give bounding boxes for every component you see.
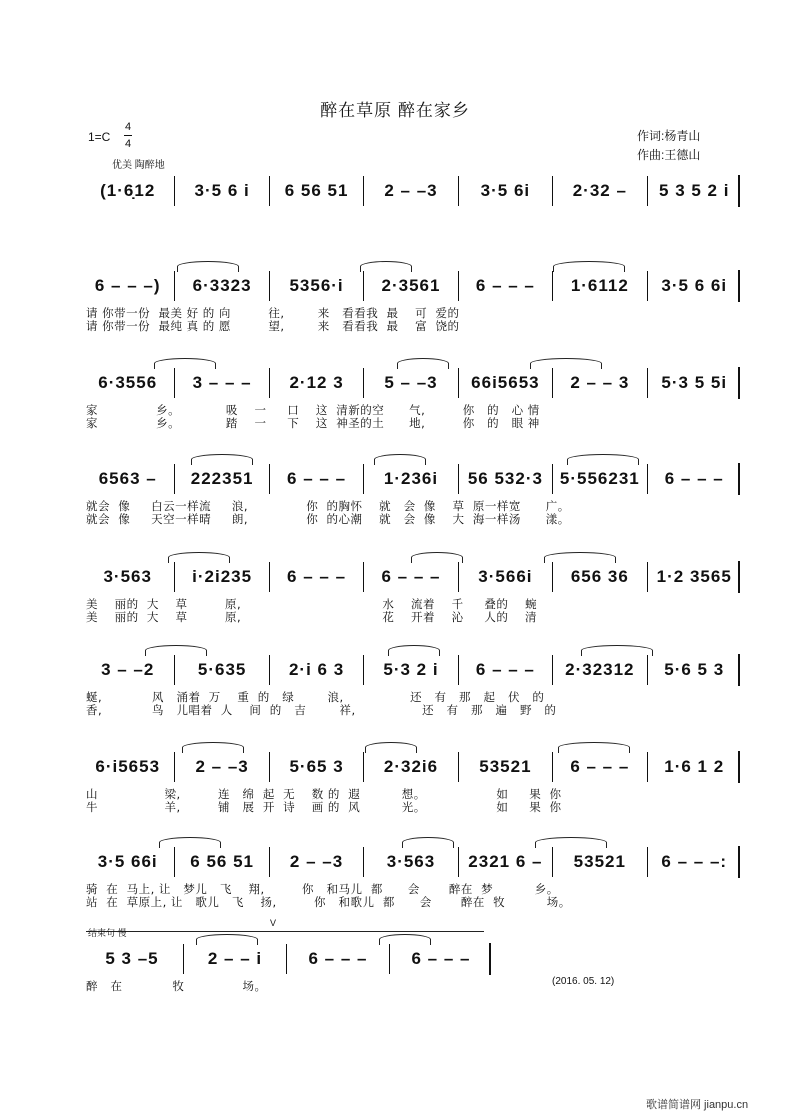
- measure: 5·556231: [559, 469, 640, 488]
- barline: [552, 847, 553, 877]
- barline: [552, 752, 553, 782]
- lyric-line: 就会 像 天空一样晴 朗, 你 的心潮 就 会 像 大 海一样汤 漾。: [86, 512, 570, 526]
- barline: [286, 944, 287, 974]
- score-system: [86, 270, 740, 302]
- measure: 6 56 51: [284, 181, 349, 200]
- measure: 6·i5653: [95, 757, 161, 776]
- slur: [182, 742, 244, 753]
- barline: [738, 751, 740, 783]
- lyric-line: 家 乡。 踏 一 下 这 神圣的土 地, 你 的 眼 神: [86, 416, 540, 430]
- measure: 5·6 5 3: [664, 660, 725, 679]
- slur: [544, 552, 616, 563]
- score-system: [86, 846, 740, 878]
- slur: [379, 934, 431, 945]
- barline: [269, 368, 270, 398]
- barline: [458, 464, 459, 494]
- barline: [174, 655, 175, 685]
- barline: [458, 655, 459, 685]
- measure: 1·6112: [570, 276, 629, 295]
- barline: [552, 271, 553, 301]
- measure: 5 – –3: [384, 373, 438, 392]
- barline: [174, 752, 175, 782]
- score-system: [86, 367, 740, 399]
- score-system: [86, 943, 491, 975]
- barline: [458, 176, 459, 206]
- barline: [458, 847, 459, 877]
- watermark: 歌谱简谱网 jianpu.cn: [646, 1099, 749, 1111]
- slur: [374, 454, 426, 465]
- lyric-line: 美 丽的 大 草 原, 花 开着 沁 人的 清: [86, 610, 538, 624]
- measure: 6 – – –: [475, 276, 535, 295]
- composer: 作曲:王德山: [637, 148, 701, 162]
- measure: 222351: [190, 469, 254, 488]
- lyric-line: 站 在 草原上, 让 歌儿 飞 扬, 你 和歌儿 都 会 醉在 牧 场。: [86, 895, 571, 909]
- measure: 2·32312: [565, 660, 635, 679]
- barline: [647, 368, 648, 398]
- lyric-line: 蜒, 风 涌着 万 重 的 绿 浪, 还 有 那 起 伏 的: [86, 690, 545, 704]
- barline: [363, 271, 364, 301]
- barline: [738, 367, 740, 399]
- barline: [738, 561, 740, 593]
- time-numerator: 4: [124, 121, 132, 133]
- measure: 6 – – –:: [661, 852, 728, 871]
- slur: [535, 837, 607, 848]
- barline: [269, 562, 270, 592]
- score-system: [86, 561, 740, 593]
- barline: [363, 176, 364, 206]
- measure: 5·3 2 i: [383, 660, 439, 679]
- barline: [458, 562, 459, 592]
- measure: 5·3 5 5i: [661, 373, 728, 392]
- measure: 3·563: [386, 852, 436, 871]
- barline: [269, 464, 270, 494]
- measure: 6 – – –: [570, 757, 630, 776]
- measure: 2 – – i: [207, 949, 263, 968]
- slur: [154, 358, 216, 369]
- measure: 5356·i: [289, 276, 344, 295]
- measure: 2·3561: [381, 276, 441, 295]
- slur: [411, 552, 463, 563]
- barline: [647, 562, 648, 592]
- measure: (1·6̣12: [100, 181, 156, 200]
- barline: [552, 655, 553, 685]
- measure: 3·5 6 i: [194, 181, 250, 200]
- coda-bracket: [86, 931, 484, 932]
- barline: [174, 562, 175, 592]
- barline: [552, 176, 553, 206]
- barline: [363, 464, 364, 494]
- measure: 1·6 1 2: [664, 757, 725, 776]
- measure: 2 – –3: [289, 852, 344, 871]
- expression-mark: 优美 陶醉地: [112, 160, 165, 171]
- measure: 1·236i: [383, 469, 439, 488]
- barline: [552, 562, 553, 592]
- measure: 2 – –3: [195, 757, 249, 776]
- measure: 6563 –: [98, 469, 157, 488]
- barline: [738, 846, 740, 878]
- measure: 66i5653: [471, 373, 540, 392]
- score-system: [86, 175, 740, 207]
- measure: 53521: [573, 852, 626, 871]
- lyric-line: 香, 鸟 儿唱着 人 间 的 吉 祥, 还 有 那 遍 野 的: [86, 703, 557, 717]
- measure: 3·566i: [478, 567, 533, 586]
- measure: 3·5 6 6i: [661, 276, 728, 295]
- score-system: [86, 751, 740, 783]
- breath-mark: V: [270, 918, 277, 928]
- barline: [183, 944, 184, 974]
- barline: [738, 270, 740, 302]
- slur: [581, 645, 653, 656]
- barline: [647, 271, 648, 301]
- barline: [552, 464, 553, 494]
- barline: [363, 562, 364, 592]
- barline: [363, 655, 364, 685]
- barline: [458, 752, 459, 782]
- measure: 3·5 6i: [480, 181, 531, 200]
- measure: 56 532·3: [467, 469, 543, 488]
- barline: [174, 847, 175, 877]
- measure: 5 3 –5: [105, 949, 159, 968]
- measure: 5·65 3: [289, 757, 344, 776]
- slur: [196, 934, 258, 945]
- time-denominator: 4: [124, 138, 132, 150]
- lyricist: 作词:杨青山: [637, 129, 701, 143]
- barline: [552, 368, 553, 398]
- barline: [389, 944, 390, 974]
- measure: 2 – – 3: [570, 373, 630, 392]
- measure: 656 36: [570, 567, 629, 586]
- slur: [397, 358, 449, 369]
- measure: 6 56 51: [190, 852, 254, 871]
- slur: [402, 837, 454, 848]
- measure: 2321 6 –: [468, 852, 543, 871]
- measure: 6·3323: [192, 276, 252, 295]
- barline: [174, 464, 175, 494]
- slur: [530, 358, 602, 369]
- measure: 3·5 66i: [97, 852, 158, 871]
- measure: 5 3 5 2 i: [659, 181, 730, 200]
- barline: [738, 654, 740, 686]
- slur: [168, 552, 230, 563]
- lyric-line: 山 梁, 连 绵 起 无 数 的 遐 想。 如 果 你: [86, 787, 562, 801]
- measure: 6 – – –: [287, 469, 347, 488]
- lyric-line: 牛 羊, 铺 展 开 诗 画 的 风 光。 如 果 你: [86, 800, 562, 814]
- slur: [191, 454, 253, 465]
- barline: [647, 847, 648, 877]
- barline: [363, 847, 364, 877]
- slur: [567, 454, 639, 465]
- measure: i·2i235: [192, 567, 253, 586]
- barline: [174, 368, 175, 398]
- measure: 2·i 6 3: [288, 660, 345, 679]
- slur: [365, 742, 417, 753]
- key-signature: 1=C: [88, 130, 111, 144]
- slur: [159, 837, 221, 848]
- barline: [458, 271, 459, 301]
- measure: 2·12 3: [289, 373, 344, 392]
- measure: 53521: [479, 757, 532, 776]
- measure: 3·563: [103, 567, 152, 586]
- measure: 2·32i6: [383, 757, 439, 776]
- lyric-line: 请 你带一份 最纯 真 的 愿 望, 来 看看我 最 富 饶的: [86, 319, 460, 333]
- barline: [458, 368, 459, 398]
- measure: 6 – – –: [381, 567, 441, 586]
- barline: [269, 847, 270, 877]
- measure: 2·32 –: [572, 181, 627, 200]
- time-signature: [124, 120, 132, 151]
- barline: [174, 271, 175, 301]
- barline: [269, 176, 270, 206]
- barline: [363, 752, 364, 782]
- slur: [388, 645, 440, 656]
- coda-label: 结束句 慢: [88, 928, 127, 938]
- barline: [647, 752, 648, 782]
- slur: [360, 261, 412, 272]
- lyric-line: 美 丽的 大 草 原, 水 流着 千 叠的 蜿: [86, 597, 538, 611]
- barline: [269, 752, 270, 782]
- score-system: [86, 463, 740, 495]
- measure: 6 – – –: [308, 949, 368, 968]
- lyric-line: 骑 在 马上, 让 梦儿 飞 翔, 你 和马儿 都 会 醉在 梦 乡。: [86, 882, 559, 896]
- barline: [738, 463, 740, 495]
- date-stamp: (2016. 05. 12): [552, 976, 615, 987]
- slur: [177, 261, 239, 272]
- barline: [647, 176, 648, 206]
- measure: 5·635: [197, 660, 247, 679]
- barline: [647, 464, 648, 494]
- measure: 1·2 3565: [656, 567, 732, 586]
- song-title: 醉在草原 醉在家乡: [320, 101, 470, 120]
- barline: [269, 271, 270, 301]
- slur: [558, 742, 630, 753]
- measure: 6 – – –: [475, 660, 535, 679]
- measure: 2 – –3: [384, 181, 438, 200]
- barline: [174, 176, 175, 206]
- lyric-line: 请 你带一份 最美 好 的 向 往, 来 看看我 最 可 爱的: [86, 306, 460, 320]
- lyric-line: 家 乡。 吸 一 口 这 清新的空 气, 你 的 心 情: [86, 403, 540, 417]
- barline: [647, 655, 648, 685]
- measure: 3 – – –: [192, 373, 252, 392]
- credits: [637, 127, 700, 165]
- measure: 3 – –2: [101, 660, 155, 679]
- lyric-line: 就会 像 白云一样流 浪, 你 的胸怀 就 会 像 草 原一样宽 广。: [86, 499, 570, 513]
- score-system: [86, 654, 740, 686]
- barline: [489, 943, 491, 975]
- slur: [553, 261, 625, 272]
- lyric-line: 醉 在 牧 场。: [86, 979, 267, 993]
- measure: 6 – – –): [94, 276, 161, 295]
- measure: 6 – – –: [664, 469, 724, 488]
- barline: [363, 368, 364, 398]
- barline: [738, 175, 740, 207]
- barline: [269, 655, 270, 685]
- measure: 6·3556: [98, 373, 158, 392]
- measure: 6 – – –: [287, 567, 347, 586]
- measure: 6 – – –: [411, 949, 471, 968]
- slur: [145, 645, 207, 656]
